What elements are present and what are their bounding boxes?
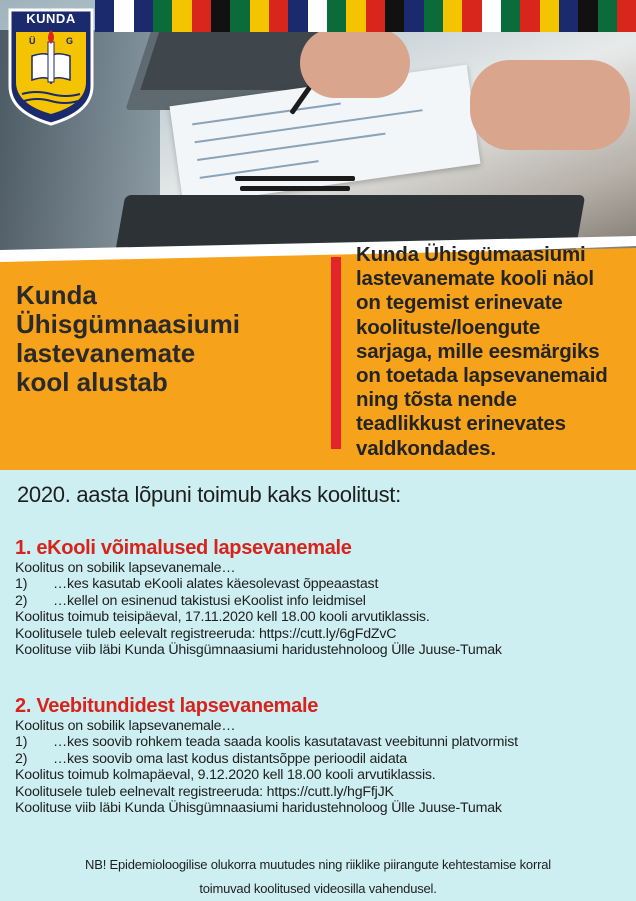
stripe bbox=[540, 0, 559, 32]
stripe bbox=[617, 0, 636, 32]
intro-line: on tegemist erinevate bbox=[356, 291, 563, 315]
intro-line: koolituste/loengute bbox=[356, 315, 541, 339]
school-logo bbox=[8, 8, 94, 126]
item-number: 2) bbox=[15, 592, 28, 609]
headline-line: kool alustab bbox=[16, 367, 168, 397]
intro-line: Kunda Ühisgümaasiumi bbox=[356, 243, 586, 266]
stripe bbox=[404, 0, 423, 32]
item-text: …kes soovib rohkem teada saada koolis kasutatavast veebitunni platvormist bbox=[53, 734, 518, 751]
training-item bbox=[15, 576, 625, 592]
item-text: …kes kasutab eKooli alates käesolevast õppeaastast bbox=[53, 576, 379, 593]
stripe bbox=[598, 0, 617, 32]
pen bbox=[235, 176, 355, 181]
stripe bbox=[462, 0, 481, 32]
stripe bbox=[559, 0, 578, 32]
stripe bbox=[114, 0, 133, 32]
logo-initials: Ü G bbox=[28, 36, 87, 46]
hand bbox=[300, 28, 410, 98]
header-photo bbox=[0, 0, 636, 262]
stripe bbox=[134, 0, 153, 32]
stripe bbox=[578, 0, 597, 32]
stripe bbox=[346, 0, 365, 32]
stripe bbox=[192, 0, 211, 32]
headline-line: Ühisgümnaasiumi bbox=[16, 309, 240, 339]
training-item bbox=[15, 593, 625, 609]
stripe bbox=[95, 0, 114, 32]
red-accent-bar bbox=[331, 257, 341, 449]
training-when: Koolitus toimub kolmapäeval, 9.12.2020 kell 18.00 kooli arvutiklassis. bbox=[15, 767, 436, 784]
item-text: …kellel on esinenud takistusi eKoolist info leidmisel bbox=[53, 592, 366, 609]
stripe bbox=[501, 0, 520, 32]
stripe bbox=[172, 0, 191, 32]
stripe bbox=[250, 0, 269, 32]
item-number: 1) bbox=[15, 734, 28, 751]
stripe bbox=[288, 0, 307, 32]
note-line: NB! Epidemioloogilise olukorra muutudes ning riiklike piirangute kehtestamise korral bbox=[85, 857, 551, 872]
training-block-1 bbox=[15, 536, 625, 658]
hand bbox=[470, 60, 630, 150]
training-register-link[interactable]: Koolitusele tuleb eelevalt registreeruda: https://cutt.ly/6gFdZvC bbox=[15, 625, 397, 642]
stripe bbox=[211, 0, 230, 32]
stripe bbox=[230, 0, 249, 32]
training-lecturer: Koolituse viib läbi Kunda Ühisgümnaasiumi haridustehnoloog Ülle Juuse-Tumak bbox=[15, 800, 502, 817]
intro-line: teadlikkust erinevates bbox=[356, 412, 566, 436]
item-number: 2) bbox=[15, 750, 28, 767]
training-title: 1. eKooli võimalused lapsevanemale bbox=[15, 537, 352, 559]
intro-line: ning tõsta nende bbox=[356, 388, 517, 412]
section-title: 2020. aasta lõpuni toimub kaks koolitust: bbox=[17, 482, 401, 507]
stripe bbox=[443, 0, 462, 32]
stripe bbox=[424, 0, 443, 32]
intro-line: lastevanemate kooli näol bbox=[356, 267, 594, 291]
training-lecturer: Koolituse viib läbi Kunda Ühisgümnaasiumi haridustehnoloog Ülle Juuse-Tumak bbox=[15, 642, 502, 659]
item-number: 1) bbox=[15, 576, 28, 593]
training-register-link[interactable]: Koolitusele tuleb eelnevalt registreeruda: https://cutt.ly/hgFfjJK bbox=[15, 783, 394, 800]
stripe bbox=[308, 0, 327, 32]
pen bbox=[240, 186, 350, 191]
training-when: Koolitus toimub teisipäeval, 17.11.2020 kell 18.00 kooli arvutiklassis. bbox=[15, 609, 430, 626]
training-block-2 bbox=[15, 694, 625, 816]
intro-line: on toetada lapsevanemaid bbox=[356, 364, 608, 388]
training-item bbox=[15, 734, 625, 750]
stripe bbox=[482, 0, 501, 32]
stripe bbox=[327, 0, 346, 32]
training-item bbox=[15, 751, 625, 767]
stripe bbox=[269, 0, 288, 32]
intro-text bbox=[356, 243, 628, 461]
intro-line: valdkondades. bbox=[356, 436, 496, 460]
headline-line: Kunda bbox=[16, 280, 97, 310]
epidemic-note bbox=[20, 853, 616, 901]
item-text: …kes soovib oma last kodus distantsõppe perioodil aidata bbox=[53, 750, 407, 767]
stripe bbox=[366, 0, 385, 32]
training-suitable: Koolitus on sobilik lapsevanemale… bbox=[15, 718, 236, 734]
headline bbox=[16, 281, 316, 397]
stripe bbox=[385, 0, 404, 32]
stripe bbox=[153, 0, 172, 32]
headline-line: lastevanemate bbox=[16, 338, 196, 368]
note-line: toimuvad koolitused videosilla vahendusel. bbox=[199, 881, 437, 896]
intro-line: sarjaga, mille eesmärgiks bbox=[356, 339, 600, 363]
logo-name: KUNDA bbox=[26, 11, 76, 26]
flag-stripes bbox=[95, 0, 636, 32]
stripe bbox=[520, 0, 539, 32]
training-suitable: Koolitus on sobilik lapsevanemale… bbox=[15, 560, 236, 576]
training-title: 2. Veebitundidest lapsevanemale bbox=[15, 695, 319, 717]
